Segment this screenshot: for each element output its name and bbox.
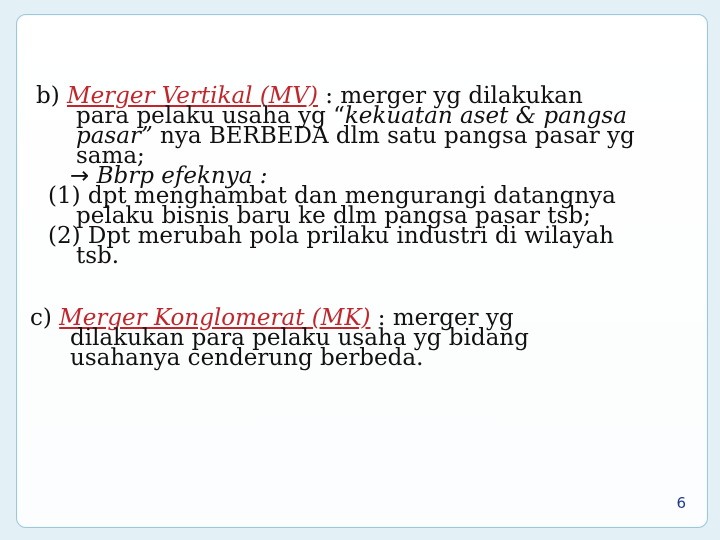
slide-content xyxy=(30,83,676,371)
term-merger-konglomerat: Merger Konglomerat (MK) xyxy=(59,305,371,331)
section-b-line-4: sama; xyxy=(76,143,145,169)
section-c-line-3: usahanya cenderung berbeda. xyxy=(70,345,424,371)
section-b xyxy=(36,83,676,269)
effect-1-line-2: pelaku bisnis baru ke dlm pangsa pasar tsb; xyxy=(76,203,591,229)
effect-1-line-1: (1) dpt menghambat dan mengurangi datangnya xyxy=(48,183,616,209)
effect-2-line-2: tsb. xyxy=(76,243,120,269)
section-c-line1-text: : merger yg xyxy=(370,305,514,331)
right-arrow-icon: → xyxy=(70,163,90,189)
section-c xyxy=(30,305,676,371)
section-c-line-2: dilakukan para pelaku usaha yg bidang xyxy=(70,325,529,351)
page-number: 6 xyxy=(676,494,686,512)
effects-label: Bbrp efeknya : xyxy=(89,163,268,189)
section-b-line3-italic: pasar” xyxy=(76,123,153,149)
section-b-line3-text: nya BERBEDA dlm satu pangsa pasar yg xyxy=(152,123,635,149)
section-b-prefix: b) xyxy=(36,83,68,109)
term-merger-vertikal: Merger Vertikal (MV) xyxy=(67,83,318,109)
effect-2-line-1: (2) Dpt merubah pola prilaku industri di wilayah xyxy=(48,223,614,249)
section-b-line2-text: para pelaku usaha yg “ xyxy=(76,103,345,129)
section-b-line1-text: : merger yg dilakukan xyxy=(317,83,583,109)
section-c-prefix: c) xyxy=(30,305,60,331)
section-b-line2-italic: kekuatan aset & pangsa xyxy=(344,103,627,129)
